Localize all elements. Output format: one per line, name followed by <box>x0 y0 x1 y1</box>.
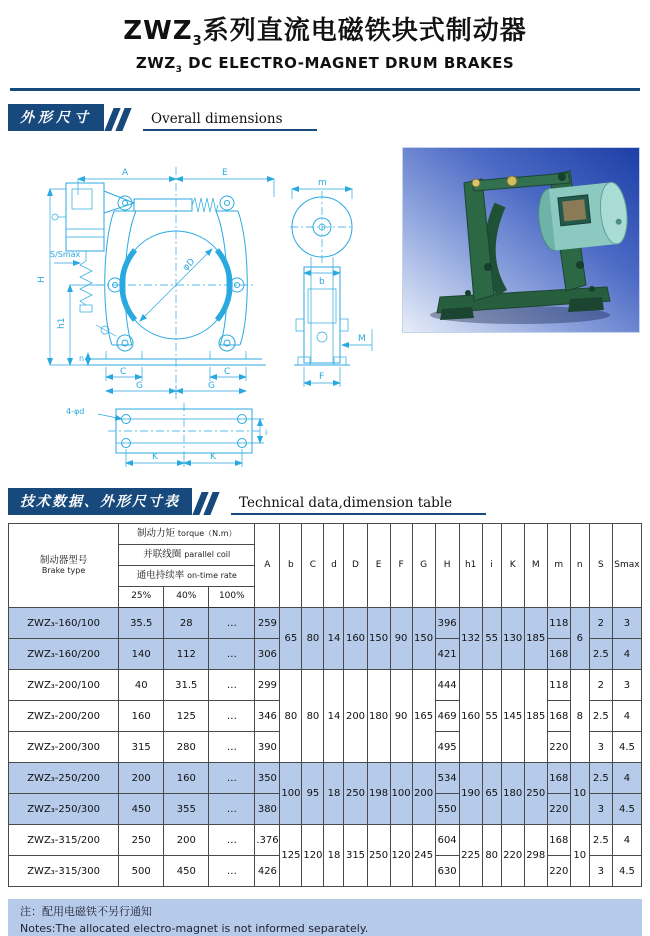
dim-label-S: S/Smax <box>50 250 81 260</box>
cell-S: 2.5 <box>589 763 612 794</box>
cell-m: 118 <box>547 608 570 639</box>
section-badge: 外形尺寸 <box>8 104 104 131</box>
cell-Smax: 4 <box>612 763 641 794</box>
cell-A: .376 <box>255 825 280 856</box>
cell-A: 346 <box>255 701 280 732</box>
cell-i: 65 <box>482 763 501 825</box>
cell-K: 220 <box>501 825 524 887</box>
side-view <box>290 178 372 387</box>
cell-Smax: 3 <box>612 670 641 701</box>
bottom-view <box>66 403 267 467</box>
cell-G: 150 <box>412 608 435 670</box>
col-header-S: S <box>589 524 612 608</box>
cell-D: 160 <box>344 608 367 670</box>
cell-h1: 190 <box>459 763 482 825</box>
cell-n: 6 <box>570 608 589 670</box>
cell-F: 90 <box>390 670 412 763</box>
cell-m: 168 <box>547 701 570 732</box>
dim-label-E: E <box>222 168 228 179</box>
col-header-A: A <box>255 524 280 608</box>
cell-torque-40: 125 <box>164 701 209 732</box>
cell-S: 3 <box>589 856 612 887</box>
cell-H: 396 <box>435 608 459 639</box>
cell-torque-25: 40 <box>119 670 164 701</box>
cell-d: 18 <box>324 825 344 887</box>
cell-torque-25: 450 <box>119 794 164 825</box>
page-title: $ZWZ_3$系列直流电磁铁块式制动器 <box>123 16 527 50</box>
cell-model: ZWZ₃-160/200 <box>9 639 119 670</box>
dim-label-M: M <box>358 334 366 345</box>
cell-C: 80 <box>302 608 324 670</box>
dim-label-H: H <box>37 276 47 284</box>
cell-K: 145 <box>501 670 524 763</box>
front-view <box>37 167 274 401</box>
cell-i: 80 <box>482 825 501 887</box>
dim-label-m: m <box>318 178 327 189</box>
cell-torque-25: 500 <box>119 856 164 887</box>
cell-C: 80 <box>302 670 324 763</box>
cell-d: 14 <box>324 608 344 670</box>
table-row <box>9 763 642 794</box>
header-row <box>9 524 642 545</box>
col-header-K: K <box>501 524 524 608</box>
dimension-drawing <box>8 133 386 473</box>
cell-torque-25: 200 <box>119 763 164 794</box>
dim-label-i: i <box>265 428 268 438</box>
cell-Smax: 4 <box>612 701 641 732</box>
cell-model: ZWZ₃-200/300 <box>9 732 119 763</box>
col-header-M: M <box>524 524 547 608</box>
cell-H: 469 <box>435 701 459 732</box>
dim-label-diameter: φD <box>181 257 198 274</box>
cell-m: 168 <box>547 639 570 670</box>
cell-A: 306 <box>255 639 280 670</box>
cell-E: 198 <box>367 763 390 825</box>
table-row <box>9 670 642 701</box>
cell-h1: 160 <box>459 670 482 763</box>
cell-torque-40: 31.5 <box>164 670 209 701</box>
dim-label-n: n <box>79 354 85 364</box>
cell-A: 390 <box>255 732 280 763</box>
col-header-E: E <box>367 524 390 608</box>
cell-H: 444 <box>435 670 459 701</box>
cell-F: 120 <box>390 825 412 887</box>
col-header-i: i <box>482 524 501 608</box>
cell-S: 2.5 <box>589 701 612 732</box>
section-header-technical <box>8 489 650 515</box>
cell-torque-25: 315 <box>119 732 164 763</box>
cell-M: 185 <box>524 608 547 670</box>
cell-torque-40: 112 <box>164 639 209 670</box>
brake-photo-illustration <box>402 147 640 333</box>
note-cn: 注：配用电磁铁不另行通知 <box>20 905 152 919</box>
cell-E: 180 <box>367 670 390 763</box>
cell-b: 100 <box>280 763 302 825</box>
cell-d: 14 <box>324 670 344 763</box>
cell-Smax: 4.5 <box>612 794 641 825</box>
cell-H: 495 <box>435 732 459 763</box>
col-header-brake-type: 制动器型号 Brake type <box>9 524 119 608</box>
cell-m: 220 <box>547 856 570 887</box>
cell-d: 18 <box>324 763 344 825</box>
dim-label-C1: C <box>120 367 127 378</box>
cell-D: 250 <box>344 763 367 825</box>
cell-n: 10 <box>570 763 589 825</box>
cell-m: 168 <box>547 825 570 856</box>
cell-S: 2 <box>589 670 612 701</box>
cell-n: 10 <box>570 825 589 887</box>
col-header-h1: h1 <box>459 524 482 608</box>
cell-torque-100: … <box>209 732 255 763</box>
col-header-parallel-coil: 并联线圈 parallel coil <box>119 545 255 566</box>
cell-model: ZWZ₃-200/200 <box>9 701 119 732</box>
cell-M: 250 <box>524 763 547 825</box>
cell-S: 2 <box>589 608 612 639</box>
cell-model: ZWZ₃-315/200 <box>9 825 119 856</box>
cell-Smax: 4.5 <box>612 732 641 763</box>
cell-m: 220 <box>547 794 570 825</box>
cell-model: ZWZ₃-200/100 <box>9 670 119 701</box>
cell-model: ZWZ₃-250/200 <box>9 763 119 794</box>
dim-label-C2: C <box>224 367 231 378</box>
cell-C: 120 <box>302 825 324 887</box>
cell-b: 65 <box>280 608 302 670</box>
cell-E: 150 <box>367 608 390 670</box>
cell-torque-40: 200 <box>164 825 209 856</box>
table-body <box>9 608 642 887</box>
cell-torque-100: … <box>209 794 255 825</box>
cell-torque-25: 35.5 <box>119 608 164 639</box>
cell-torque-100: … <box>209 608 255 639</box>
col-header-n: n <box>570 524 589 608</box>
col-header-d: d <box>324 524 344 608</box>
col-header-G: G <box>412 524 435 608</box>
cell-h1: 132 <box>459 608 482 670</box>
cell-model: ZWZ₃-315/300 <box>9 856 119 887</box>
cell-K: 180 <box>501 763 524 825</box>
cell-torque-25: 140 <box>119 639 164 670</box>
cell-i: 55 <box>482 608 501 670</box>
dim-label-h1: h1 <box>57 317 67 330</box>
cell-torque-100: … <box>209 670 255 701</box>
cell-A: 380 <box>255 794 280 825</box>
cell-S: 3 <box>589 794 612 825</box>
cell-model: ZWZ₃-160/100 <box>9 608 119 639</box>
cell-K: 130 <box>501 608 524 670</box>
cell-m: 118 <box>547 670 570 701</box>
dim-label-K1: K <box>152 452 158 463</box>
cell-torque-100: … <box>209 763 255 794</box>
dim-label-A: A <box>122 168 129 179</box>
dim-label-b: b <box>319 277 325 288</box>
cell-H: 534 <box>435 763 459 794</box>
cell-Smax: 4.5 <box>612 856 641 887</box>
cell-E: 250 <box>367 825 390 887</box>
cell-G: 165 <box>412 670 435 763</box>
cell-torque-40: 280 <box>164 732 209 763</box>
cell-M: 185 <box>524 670 547 763</box>
section-header-dimensions <box>8 105 650 131</box>
dim-label-G2: G <box>208 381 215 392</box>
table-row <box>9 608 642 639</box>
table-row <box>9 825 642 856</box>
dim-label-holes: 4-φd <box>66 407 85 417</box>
col-header-H: H <box>435 524 459 608</box>
section-title-en: Technical data,dimension table <box>231 495 486 515</box>
dim-label-F: F <box>319 372 325 383</box>
cell-torque-100: … <box>209 701 255 732</box>
cell-torque-40: 355 <box>164 794 209 825</box>
col-header-b: b <box>280 524 302 608</box>
cell-F: 100 <box>390 763 412 825</box>
cell-A: 259 <box>255 608 280 639</box>
cell-torque-100: … <box>209 639 255 670</box>
col-header-on-time-rate: 通电持续率 on-time rate <box>119 566 255 587</box>
col-header-D: D <box>344 524 367 608</box>
cell-b: 80 <box>280 670 302 763</box>
cell-A: 350 <box>255 763 280 794</box>
cell-S: 2.5 <box>589 639 612 670</box>
cell-torque-40: 450 <box>164 856 209 887</box>
cell-n: 8 <box>570 670 589 763</box>
cell-torque-100: … <box>209 825 255 856</box>
cell-h1: 225 <box>459 825 482 887</box>
cell-torque-25: 250 <box>119 825 164 856</box>
page-subtitle: $ZWZ_3$ DC ELECTRO-MAGNET DRUM BRAKES <box>135 54 515 76</box>
cell-Smax: 3 <box>612 608 641 639</box>
col-header-Smax: Smax <box>612 524 641 608</box>
cell-Smax: 4 <box>612 639 641 670</box>
col-header-torque: 制动力矩 torque（N.m） <box>119 524 255 545</box>
cell-H: 604 <box>435 825 459 856</box>
section-title-en: Overall dimensions <box>143 111 317 131</box>
cell-H: 421 <box>435 639 459 670</box>
cell-S: 3 <box>589 732 612 763</box>
col-header-F: F <box>390 524 412 608</box>
figure-area <box>8 133 642 475</box>
cell-torque-100: … <box>209 856 255 887</box>
cell-A: 299 <box>255 670 280 701</box>
cell-D: 200 <box>344 670 367 763</box>
title-divider <box>10 88 640 91</box>
cell-torque-25: 160 <box>119 701 164 732</box>
cell-m: 168 <box>547 763 570 794</box>
section-badge: 技术数据、外形尺寸表 <box>8 488 192 515</box>
cell-D: 315 <box>344 825 367 887</box>
product-photo <box>402 147 640 333</box>
dim-label-G1: G <box>136 381 143 392</box>
col-header-C: C <box>302 524 324 608</box>
cell-H: 630 <box>435 856 459 887</box>
cell-model: ZWZ₃-250/300 <box>9 794 119 825</box>
footer-note <box>8 899 642 936</box>
cell-G: 245 <box>412 825 435 887</box>
cell-i: 55 <box>482 670 501 763</box>
cell-G: 200 <box>412 763 435 825</box>
cell-A: 426 <box>255 856 280 887</box>
dim-label-K2: K <box>210 452 216 463</box>
col-header-25pct: 25% <box>119 587 164 608</box>
cell-torque-40: 28 <box>164 608 209 639</box>
col-header-40pct: 40% <box>164 587 209 608</box>
cell-F: 90 <box>390 608 412 670</box>
cell-S: 2.5 <box>589 825 612 856</box>
cell-C: 95 <box>302 763 324 825</box>
cell-H: 550 <box>435 794 459 825</box>
cell-Smax: 4 <box>612 825 641 856</box>
note-en: Notes:The allocated electro-magnet is not informed separately. <box>20 921 369 935</box>
col-header-m: m <box>547 524 570 608</box>
col-header-100pct: 100% <box>209 587 255 608</box>
spec-table <box>8 523 642 887</box>
cell-M: 298 <box>524 825 547 887</box>
cell-b: 125 <box>280 825 302 887</box>
cell-m: 220 <box>547 732 570 763</box>
cell-torque-40: 160 <box>164 763 209 794</box>
